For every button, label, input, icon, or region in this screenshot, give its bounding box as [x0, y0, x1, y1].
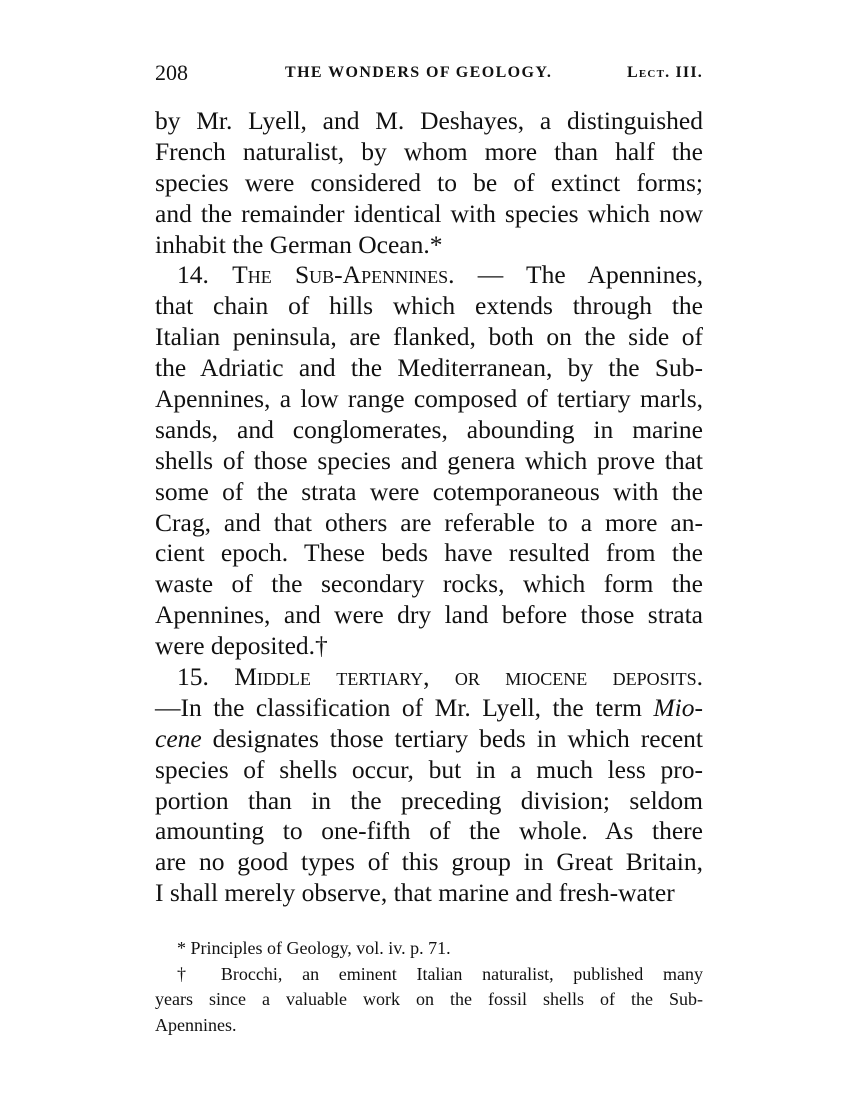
body-line: sands, and conglomerates, abounding in marine: [155, 414, 703, 444]
body-line: portion than in the preceding division; seldom: [155, 785, 703, 815]
body-line: waste of the secondary rocks, which form the: [155, 569, 703, 599]
section-number: 15.: [177, 662, 209, 692]
body-line: shells of those species and genera which prove that: [155, 445, 703, 475]
body-line: [155, 693, 703, 724]
body-text: [155, 106, 703, 909]
body-line: some of the strata were cotemporaneous with the: [155, 476, 703, 506]
body-line: were deposited.†: [155, 631, 328, 661]
running-head: [155, 60, 703, 90]
body-line: cene designates those tertiary beds in which recent: [155, 723, 703, 753]
section-title: Middle tertiary, or miocene deposits.: [234, 662, 703, 692]
section-title: The Sub-Apennines.: [232, 260, 455, 290]
body-line: Apennines, a low range composed of tertiary marls,: [155, 384, 703, 414]
body-line: are no good types of this group in Great Britain,: [155, 847, 703, 877]
section-lead: —In the classification of Mr. Lyell, the term: [155, 692, 654, 722]
body-line: that chain of hills which extends through the: [155, 291, 703, 321]
body-line: and the remainder identical with species which now: [155, 198, 703, 228]
body-line: the Adriatic and the Mediterranean, by the Sub-: [155, 353, 703, 383]
body-line: species were considered to be of extinct forms;: [155, 167, 703, 197]
footnote-2-line: † Brocchi, an eminent Italian naturalist, published many: [177, 963, 703, 984]
section-number: 14.: [177, 260, 209, 290]
body-line: Apennines, and were dry land before those strata: [155, 600, 703, 630]
footnotes: [155, 936, 703, 1038]
body-line: by Mr. Lyell, and M. Deshayes, a distinguished: [155, 106, 703, 135]
italic-term: cene: [155, 723, 202, 753]
body-line: Crag, and that others are referable to a more an-: [155, 507, 703, 537]
footnote-1: * Principles of Geology, vol. iv. p. 71.: [177, 938, 451, 958]
italic-term: Mio-: [653, 692, 703, 722]
body-line: Italian peninsula, are flanked, both on the side of: [155, 322, 703, 352]
body-line: inhabit the German Ocean.*: [155, 229, 443, 259]
footnote-2-line: years since a valuable work on the fossil shells of the Sub-: [155, 989, 703, 1009]
section-dash: —: [454, 260, 527, 290]
section-heading-14: [155, 260, 703, 291]
section-text: The Apennines,: [526, 260, 703, 290]
body-line: amounting to one-fifth of the whole. As there: [155, 816, 703, 846]
body-line: I shall merely observe, that marine and fresh-water: [155, 878, 675, 908]
running-section: Lect. III.: [627, 64, 703, 81]
footnote-2-line: Apennines.: [155, 1014, 237, 1035]
page-number: 208: [155, 60, 188, 85]
body-line: French naturalist, by whom more than half the: [155, 136, 703, 166]
running-title: THE WONDERS OF GEOLOGY.: [285, 64, 553, 81]
body-line: species of shells occur, but in a much less pro-: [155, 754, 703, 784]
body-line: cient epoch. These beds have resulted from the: [155, 538, 703, 568]
section-heading-15: [155, 662, 703, 693]
